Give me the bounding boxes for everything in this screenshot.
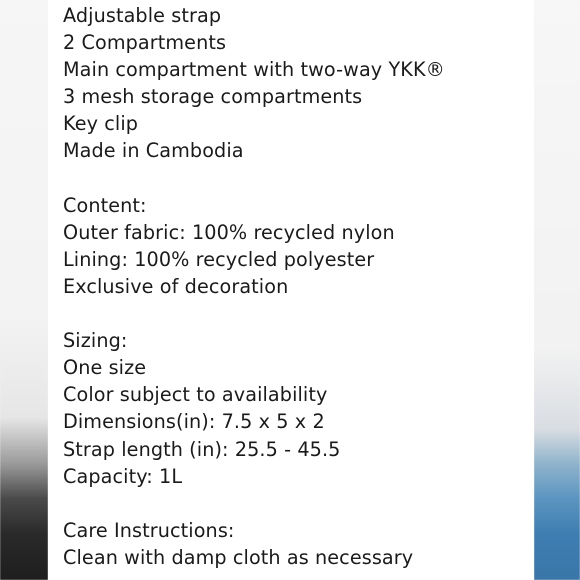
sizing-line: Dimensions(in): 7.5 x 5 x 2 [63,410,325,434]
sizing-line: Capacity: 1L [63,464,183,488]
feature-line: 3 mesh storage compartments [63,85,363,109]
sizing-heading: Sizing: [63,329,128,353]
feature-line: Main compartment with two-way YKK® [63,58,445,82]
spacer [63,165,528,192]
content-line: Lining: 100% recycled polyester [63,247,375,271]
feature-line: Made in Cambodia [63,139,244,163]
background-right [534,0,580,580]
care-heading: Care Instructions: [63,518,235,542]
sizing-line: One size [63,356,147,380]
content-line: Exclusive of decoration [63,274,289,298]
background-left [0,0,48,580]
spacer [63,300,528,327]
feature-line: 2 Compartments [63,31,227,55]
feature-line: Adjustable strap [63,4,222,27]
sizing-line: Strap length (in): 25.5 - 45.5 [63,437,341,461]
sizing-line: Color subject to availability [63,383,328,407]
spacer [63,490,528,517]
description-panel [48,0,534,580]
care-line: Clean with damp cloth as necessary [63,545,414,569]
feature-line: Key clip [63,112,139,136]
content-line: Outer fabric: 100% recycled nylon [63,220,395,244]
content-heading: Content: [63,193,147,217]
product-description [63,2,528,571]
